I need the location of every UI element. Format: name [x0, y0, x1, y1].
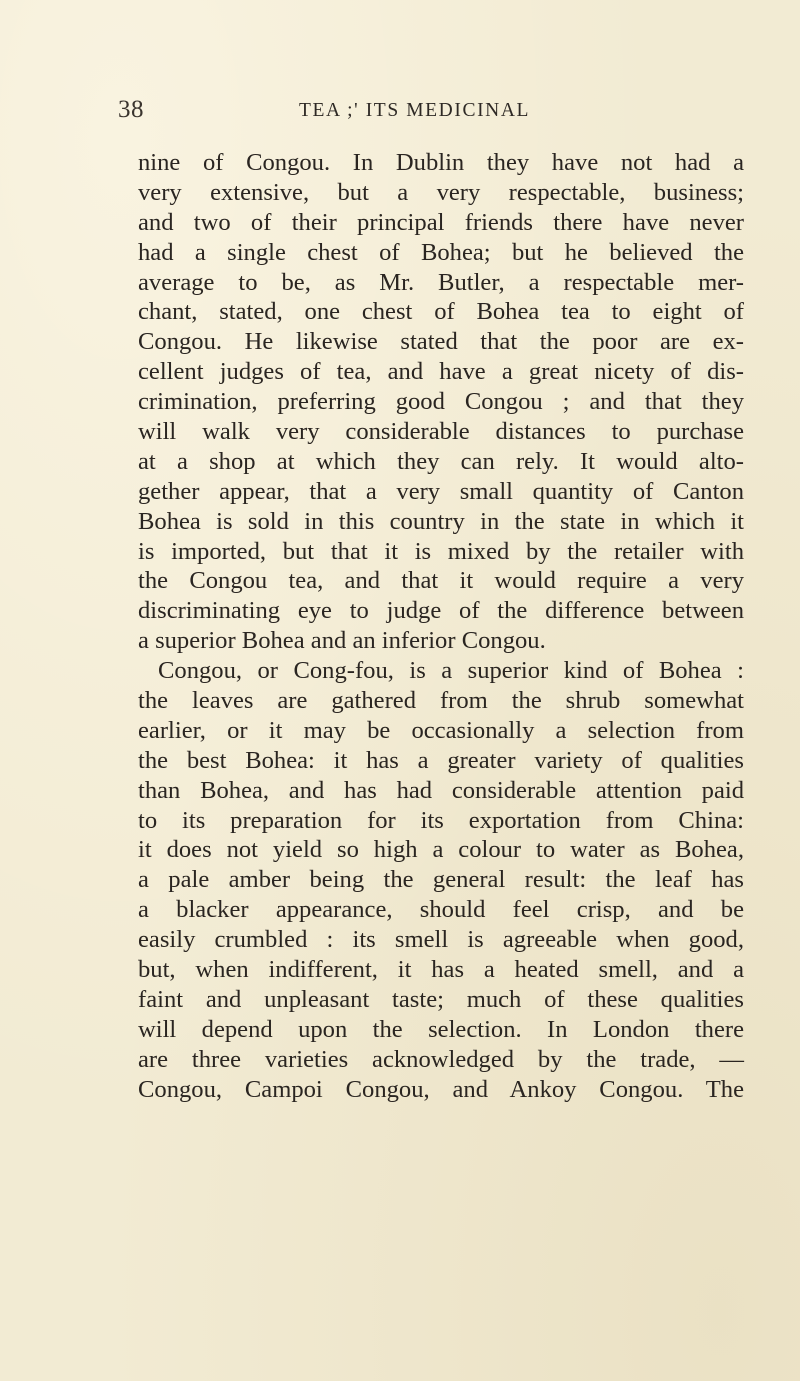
text-line: are three varieties acknowledged by the trade, — — [138, 1045, 744, 1073]
text-line: it does not yield so high a colour to water as Bohea, — [138, 836, 744, 864]
text-line: but, when indifferent, it has a heated smell, and a — [138, 956, 744, 984]
running-head: TEA ;' ITS MEDICINAL — [299, 100, 531, 121]
text-line: will walk very considerable distances to purchase — [138, 418, 744, 446]
text-line: at a shop at which they can rely. It would alto- — [138, 447, 744, 475]
text-line: Bohea is sold in this country in the state in which it — [138, 507, 744, 535]
text-line: Congou, Campoi Congou, and Ankoy Congou. The — [138, 1075, 744, 1103]
text-line: Congou, or Cong-fou, is a superior kind of Bohea : — [158, 657, 744, 685]
page-number: 38 — [118, 96, 144, 123]
text-line: average to be, as Mr. Butler, a respectable mer- — [138, 268, 744, 296]
text-line: crimination, preferring good Congou ; and that they — [138, 388, 744, 416]
text-line: faint and unpleasant taste; much of these qualities — [138, 985, 744, 1013]
text-line: Congou. He likewise stated that the poor are ex- — [138, 328, 744, 356]
text-line: is imported, but that it is mixed by the retailer with — [138, 537, 744, 565]
text-line: the leaves are gathered from the shrub somewhat — [138, 687, 744, 715]
text-line: had a single chest of Bohea; but he believed the — [138, 238, 744, 266]
text-line: the Congou tea, and that it would require a very — [138, 567, 744, 595]
text-line: a blacker appearance, should feel crisp, and be — [138, 896, 744, 924]
text-line: and two of their principal friends there have never — [138, 208, 744, 236]
text-line: a superior Bohea and an inferior Congou. — [138, 627, 546, 655]
text-line: discriminating eye to judge of the difference between — [138, 597, 744, 625]
text-line: cellent judges of tea, and have a great nicety of dis- — [138, 358, 744, 386]
text-line: will depend upon the selection. In London there — [138, 1015, 744, 1043]
text-line: the best Bohea: it has a greater variety of qualities — [138, 746, 744, 774]
text-line: a pale amber being the general result: the leaf has — [138, 866, 744, 894]
text-line: than Bohea, and has had considerable attention paid — [138, 776, 744, 804]
text-line: gether appear, that a very small quantity of Canton — [138, 477, 744, 505]
text-line: easily crumbled : its smell is agreeable when good, — [138, 926, 744, 954]
body-text — [138, 148, 744, 1105]
text-line: earlier, or it may be occasionally a selection from — [138, 716, 744, 744]
text-line: to its preparation for its exportation from China: — [138, 806, 744, 834]
text-line: very extensive, but a very respectable, business; — [138, 178, 744, 206]
text-line: chant, stated, one chest of Bohea tea to eight of — [138, 298, 744, 326]
text-line: nine of Congou. In Dublin they have not had a — [138, 149, 744, 176]
